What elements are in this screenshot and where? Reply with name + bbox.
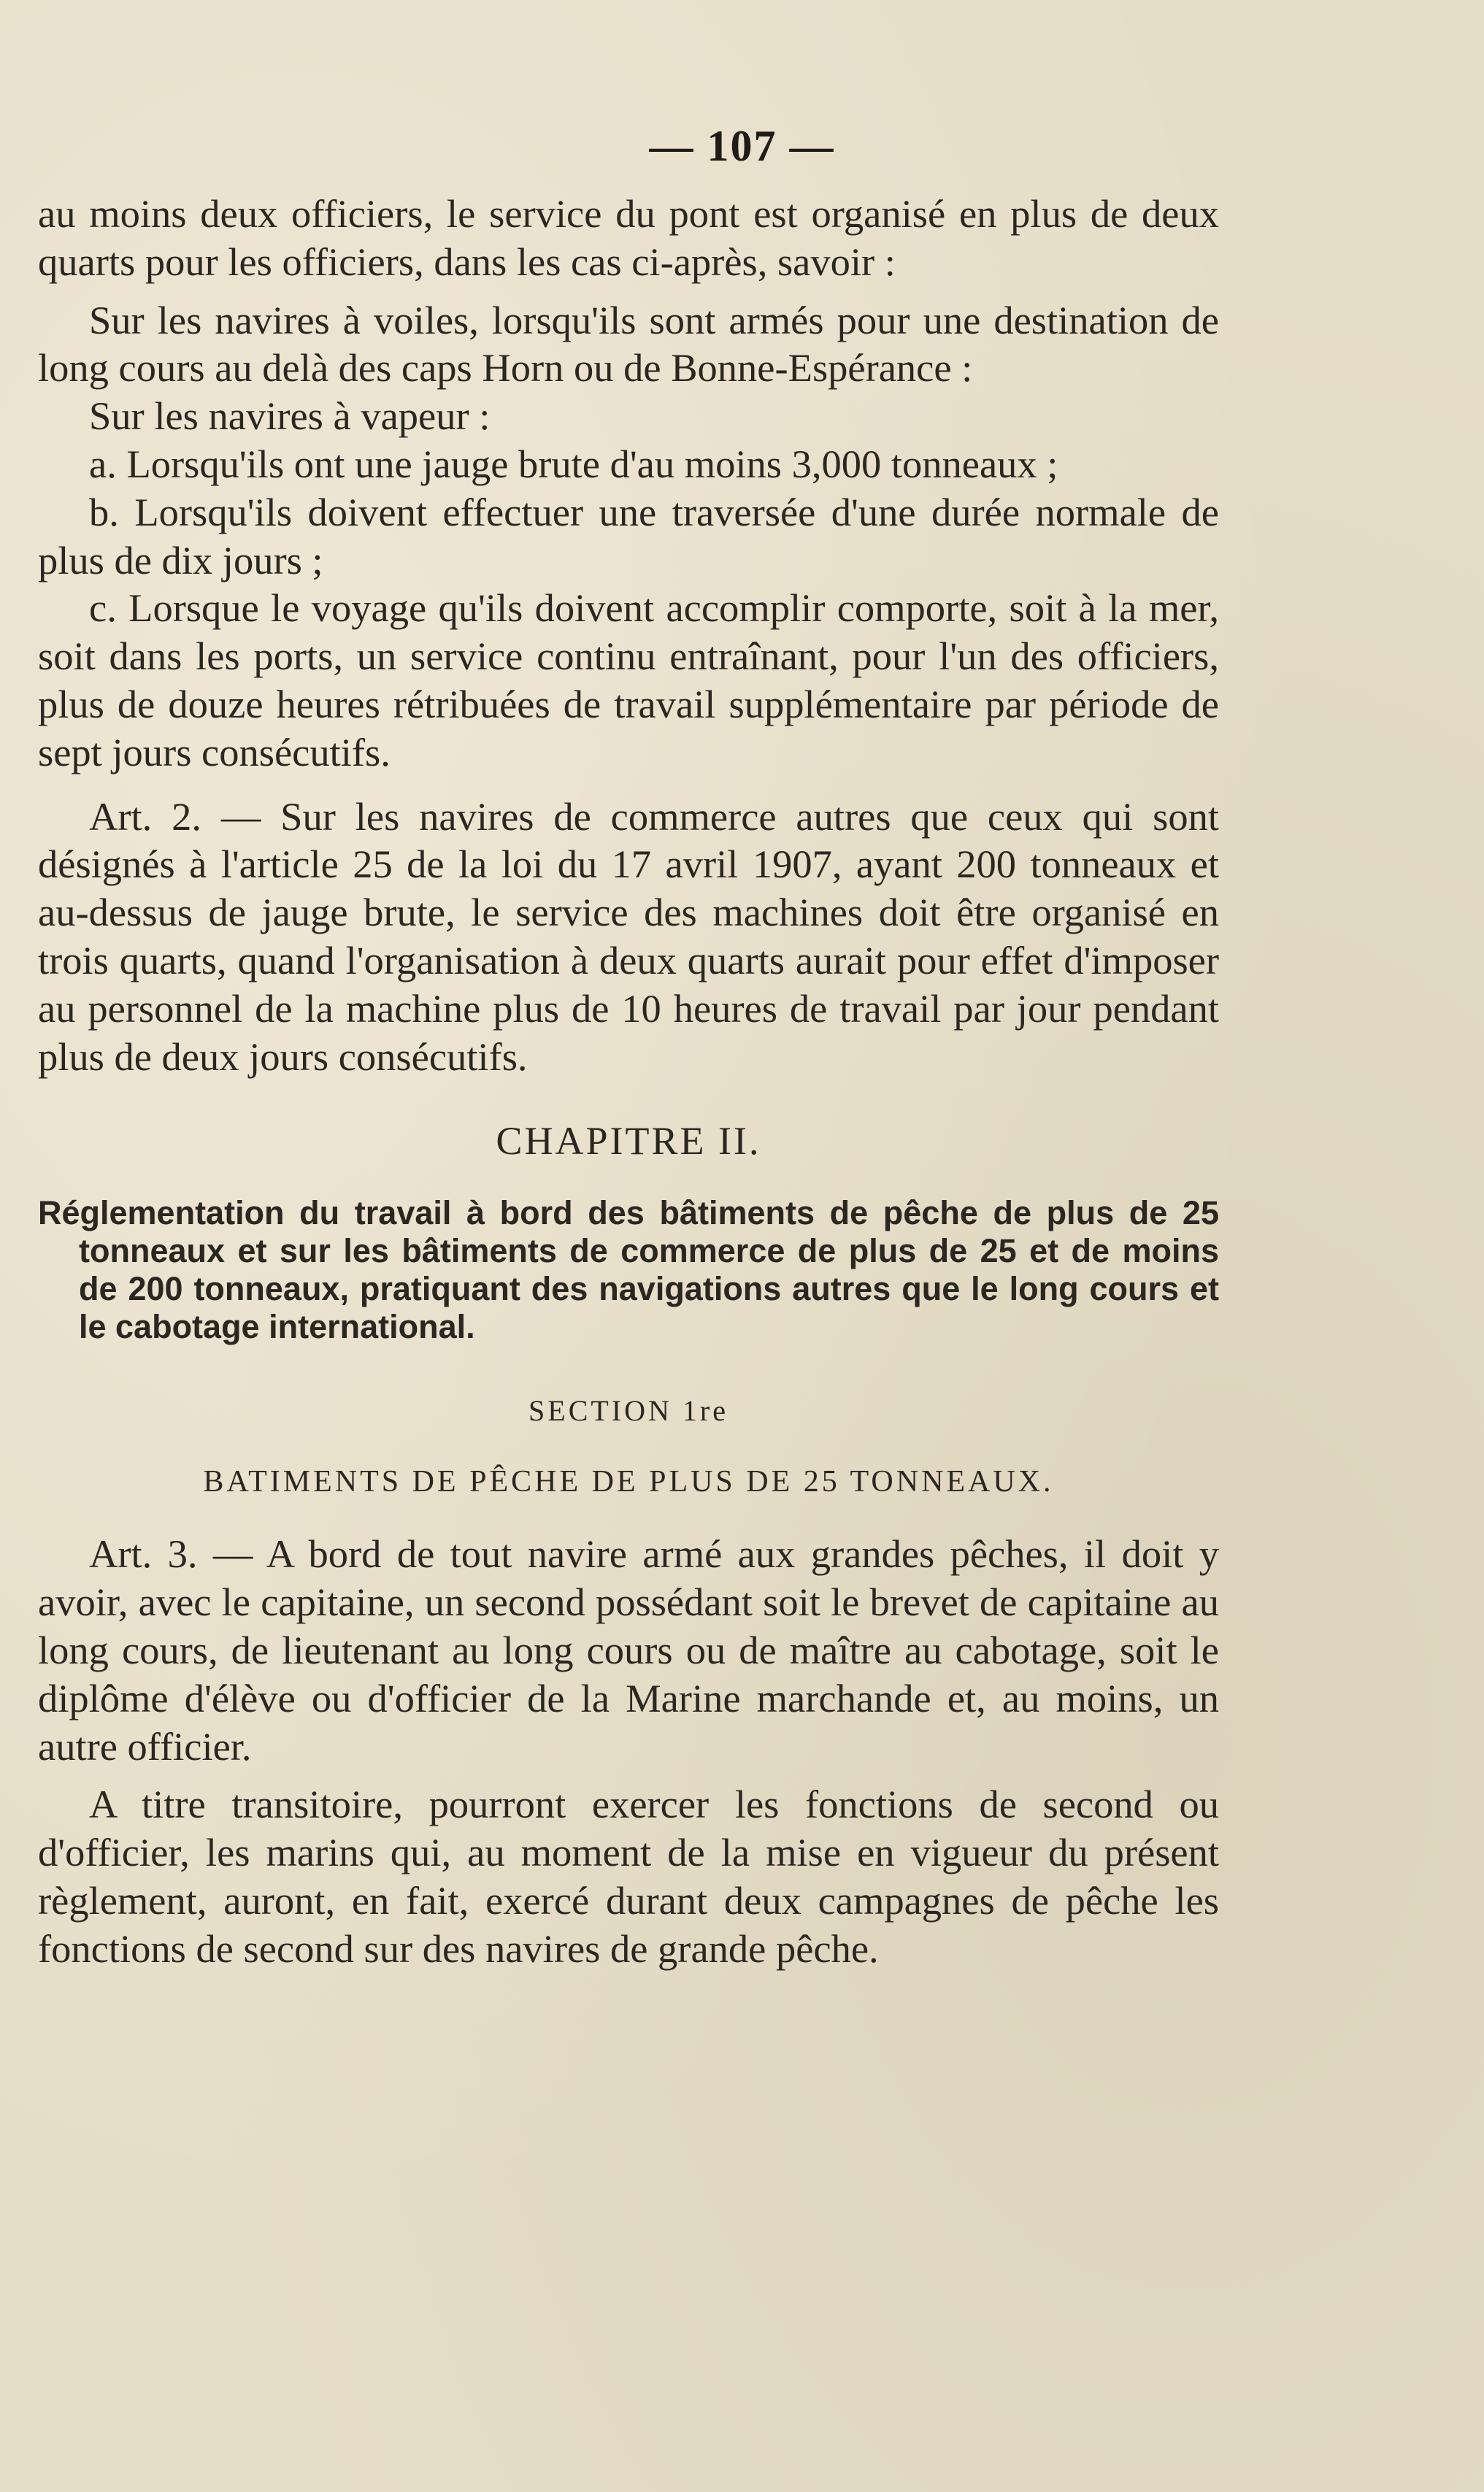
chapter-title: CHAPITRE II. [496, 1119, 761, 1164]
section-title: SECTION 1re [528, 1394, 728, 1428]
page-number: — 107 — [649, 122, 835, 170]
body-text [38, 190, 1219, 1973]
paragraph-steam-ships: Sur les navires à vapeur : [89, 393, 491, 439]
paragraph-transitional: A titre transitoire, pourront exercer les fonctions de second ou d'officier, les marins qui, au moment de la mise en vigueur du présent règlement, auront, en fait, exercé durant deux campagnes de pêche les fonctions de second sur des navires de grande pêche. [38, 1782, 1219, 1971]
list-item-c: c. Lorsque le voyage qu'ils doivent accomplir comporte, soit à la mer, soit dans les ports, un service continu entraînant, pour l'un des officiers, plus de douze heures rétribuées de travail supplémentaire par période de sept jours consécutifs. [38, 585, 1219, 774]
article-3: Art. 3. — A bord de tout navire armé aux grandes pêches, il doit y avoir, avec le capitaine, un second possédant soit le brevet de capitaine au long cours, de lieutenant au long cours ou de maître au cabotage, soit le diplôme d'élève ou d'officier de la Marine marchande et, au moins, un autre officier. [38, 1531, 1219, 1769]
list-item-b: b. Lorsqu'ils doivent effectuer une traversée d'une durée normale de plus de dix jours ; [38, 489, 1219, 582]
article-2: Art. 2. — Sur les navires de commerce autres que ceux qui sont désignés à l'article 25 de la loi du 17 avril 1907, ayant 200 tonneaux et au-dessus de jauge brute, le service des machines doit être organisé en trois quarts, quand l'organisation à deux quarts aurait pour effet d'imposer au personnel de la machine plus de 10 heures de travail par jour pendant plus de deux jours consécutifs. [38, 793, 1219, 1079]
list-item-a: a. Lorsqu'ils ont une jauge brute d'au moins 3,000 tonneaux ; [89, 441, 1058, 486]
paragraph-sailing-ships: Sur les navires à voiles, lorsqu'ils sont armés pour une destination de long cours au delà des caps Horn ou de Bonne-Espérance : [38, 297, 1219, 391]
paragraph-continuation: au moins deux officiers, le service du pont est organisé en plus de deux quarts pour les officiers, dans les cas ci-après, savoir : [38, 191, 1219, 284]
chapter-heading: Réglementation du travail à bord des bâtiments de pêche de plus de 25 tonneaux et sur les bâtiments de commerce de plus de 25 et de moins de 200 tonneaux, pratiquant des navigations autres que le long cours et le cabotage international. [38, 1194, 1219, 1346]
subsection-title: BATIMENTS DE PÊCHE DE PLUS DE 25 TONNEAUX. [203, 1465, 1054, 1499]
